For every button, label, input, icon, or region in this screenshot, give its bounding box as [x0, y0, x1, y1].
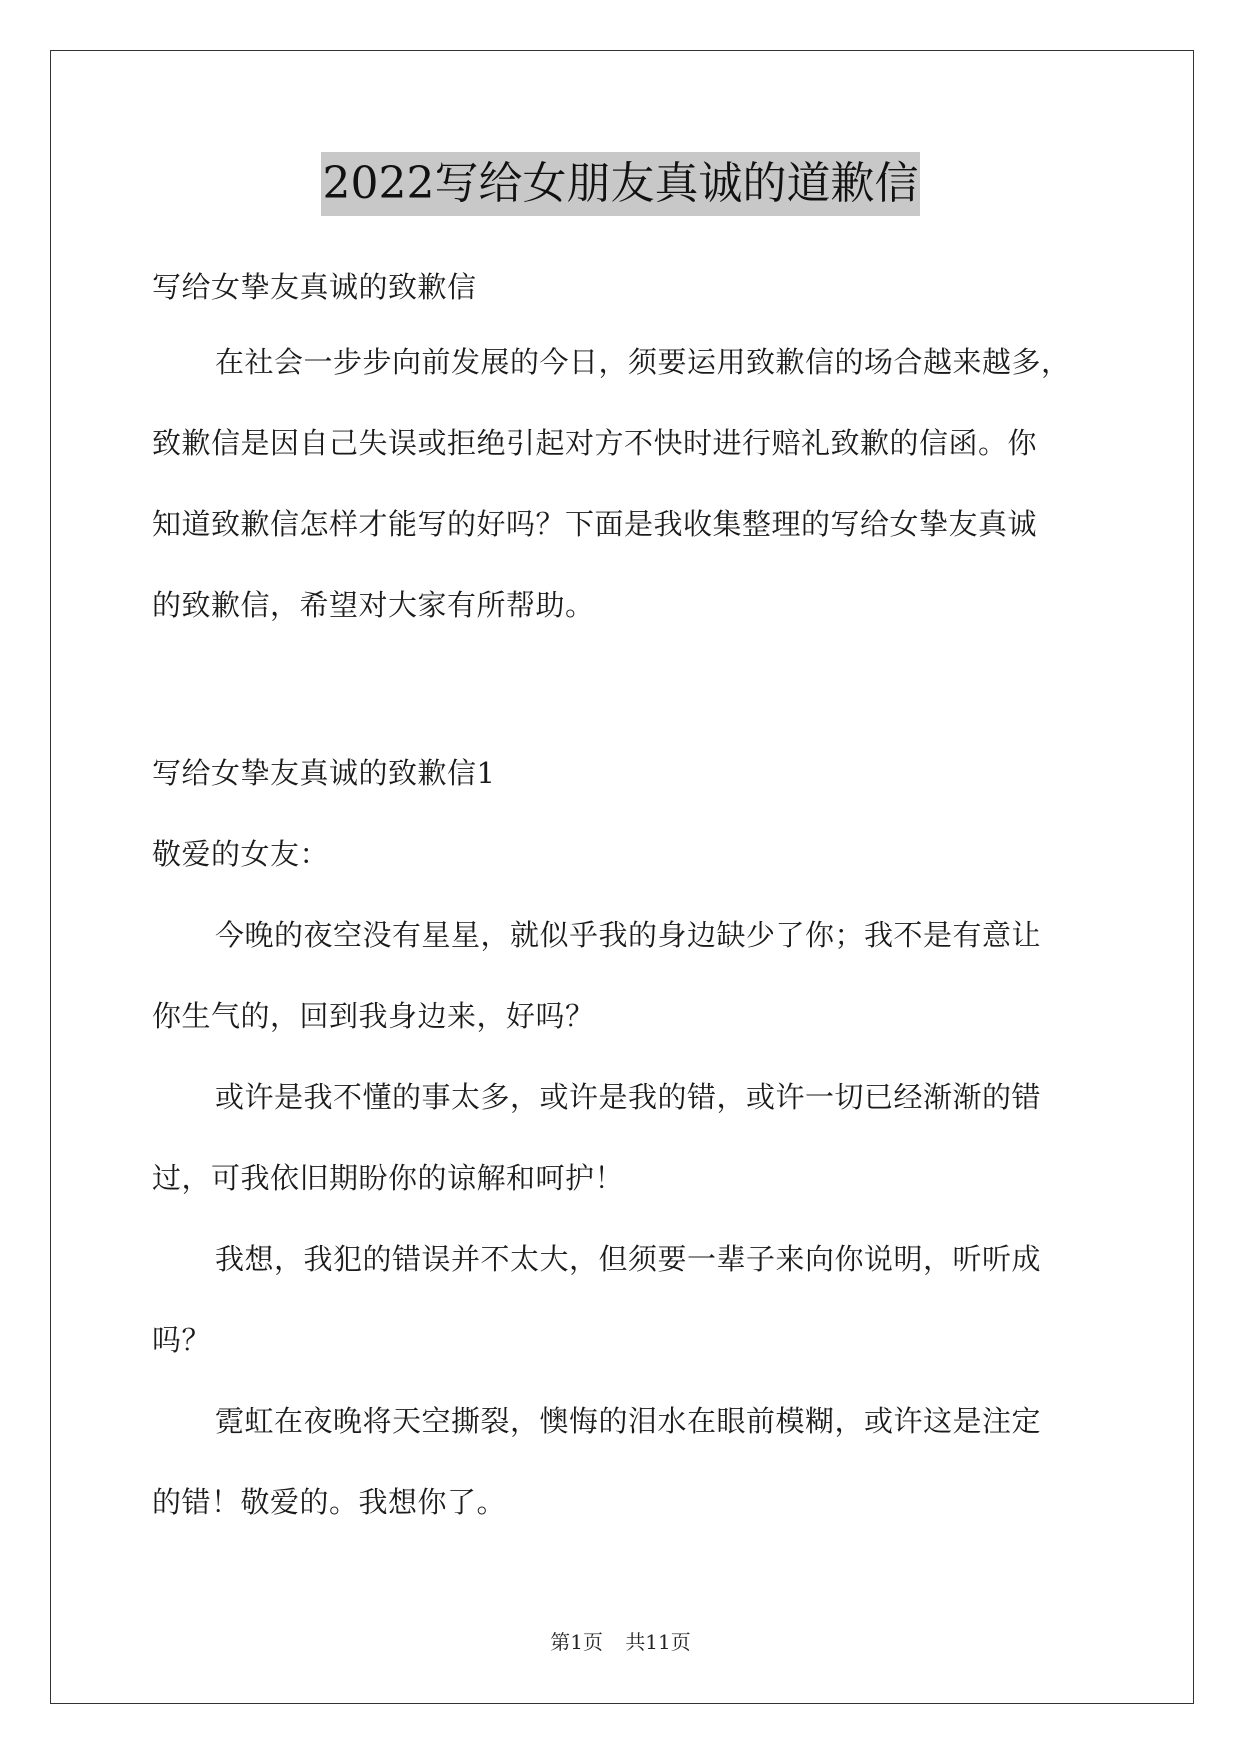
paragraph-4-line-1: 霓虹在夜晚将天空撕裂，懊悔的泪水在眼前模糊，或许这是注定: [215, 1404, 1042, 1438]
intro-heading: 写给女挚友真诚的致歉信: [152, 270, 477, 304]
letter1-heading: 写给女挚友真诚的致歉信1: [152, 756, 496, 790]
salutation: 敬爱的女友：: [152, 837, 330, 871]
page-number-current: 第1页: [550, 1630, 603, 1654]
page-footer: [0, 1628, 1241, 1656]
title-container: [0, 152, 1241, 216]
paragraph-2-line-1: 或许是我不懂的事太多，或许是我的错，或许一切已经渐渐的错: [215, 1080, 1042, 1114]
paragraph-4-line-2: 的错！敬爱的。我想你了。: [152, 1485, 507, 1519]
intro-line-3: 知道致歉信怎样才能写的好吗？下面是我收集整理的写给女挚友真诚: [152, 507, 1038, 541]
intro-line-1: 在社会一步步向前发展的今日，须要运用致歉信的场合越来越多，: [215, 345, 1071, 379]
paragraph-3-line-1: 我想，我犯的错误并不太大，但须要一辈子来向你说明，听听成: [215, 1242, 1042, 1276]
paragraph-1-line-1: 今晚的夜空没有星星，就似乎我的身边缺少了你；我不是有意让: [215, 918, 1042, 952]
page-number-total: 共11页: [625, 1630, 691, 1654]
paragraph-1-line-2: 你生气的，回到我身边来，好吗？: [152, 999, 595, 1033]
paragraph-3-line-2: 吗？: [152, 1323, 212, 1357]
intro-line-4: 的致歉信，希望对大家有所帮助。: [152, 588, 595, 622]
intro-line-2: 致歉信是因自己失误或拒绝引起对方不快时进行赔礼致歉的信函。你: [152, 426, 1038, 460]
document-title: 2022写给女朋友真诚的道歉信: [321, 152, 921, 216]
paragraph-2-line-2: 过，可我依旧期盼你的谅解和呵护！: [152, 1161, 625, 1195]
